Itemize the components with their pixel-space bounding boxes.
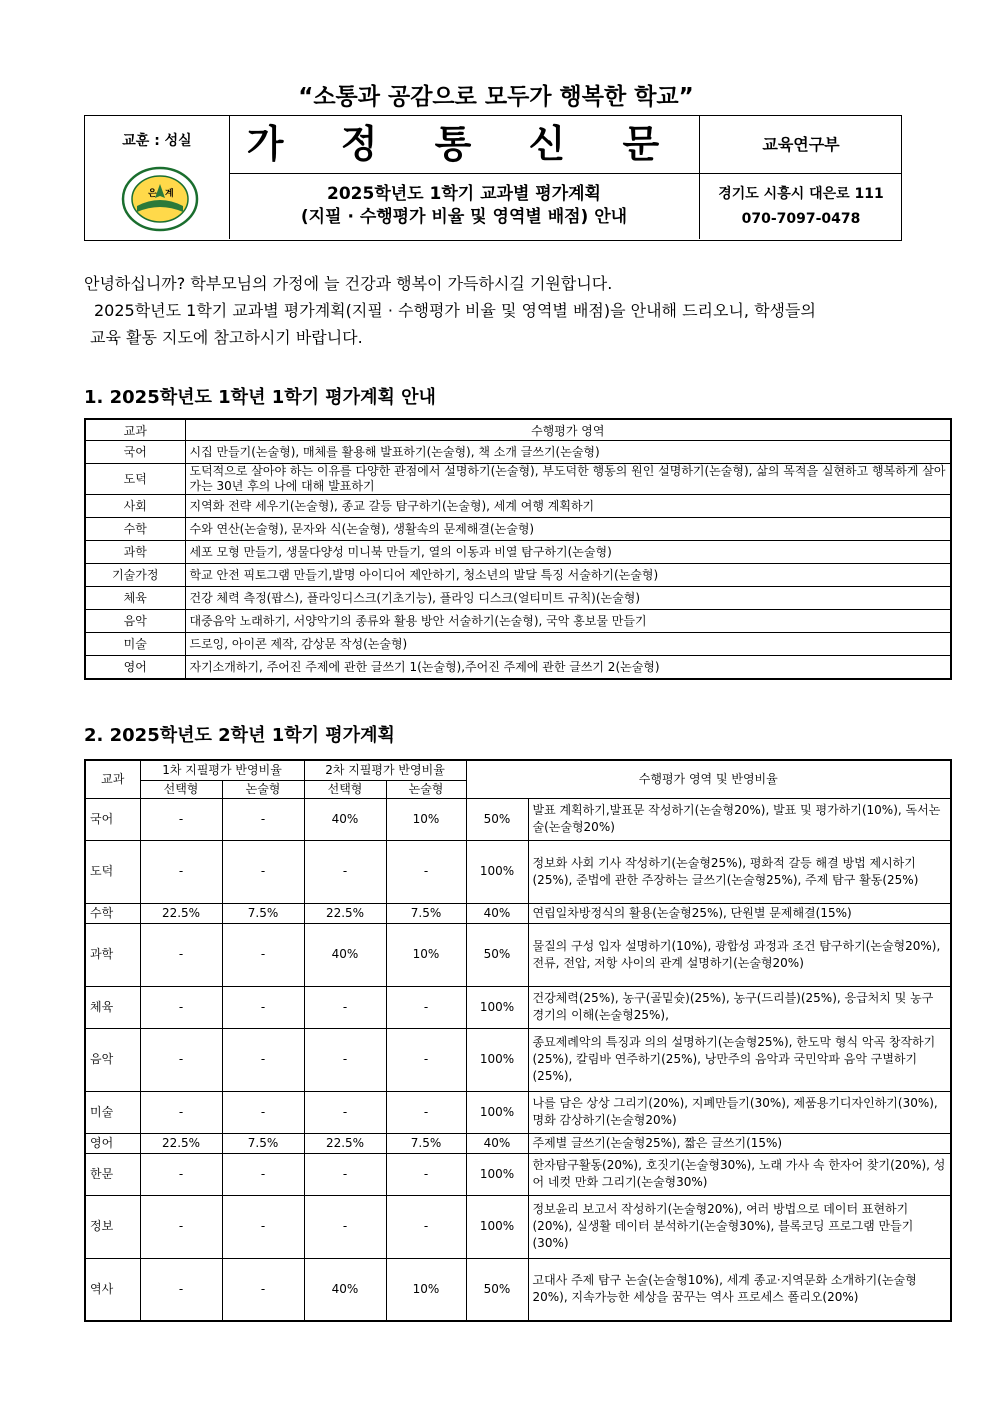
- performance-ratio-cell: 100%: [466, 1153, 528, 1195]
- exam1-choice-cell: -: [140, 798, 222, 840]
- table-row: [85, 986, 951, 1028]
- motto-cell: [85, 116, 230, 239]
- subject-cell: 역사: [85, 1258, 140, 1321]
- performance-ratio-cell: 40%: [466, 903, 528, 923]
- exam1-essay-cell: -: [222, 923, 304, 986]
- table-row: [85, 798, 951, 840]
- subject-cell: 미술: [85, 633, 185, 656]
- table-row: [85, 1258, 951, 1321]
- assessment-cell: 시집 만들기(논술형), 매체를 활용해 발표하기(논술형), 책 소개 글쓰기(논술형): [185, 441, 951, 464]
- subject-cell: 기술가정: [85, 564, 185, 587]
- subject-cell: 도덕: [85, 464, 185, 495]
- table-header: 1차 지필평가 반영비율: [140, 760, 304, 780]
- department-cell: [699, 116, 902, 239]
- exam2-choice-cell: 22.5%: [304, 1133, 386, 1153]
- subject-cell: 음악: [85, 1028, 140, 1091]
- newsletter-header: [84, 115, 902, 241]
- subject-cell: 체육: [85, 986, 140, 1028]
- table-row: [85, 541, 951, 564]
- performance-detail-cell: 발표 계획하기,발표문 작성하기(논술형20%), 발표 및 평가하기(10%), 독서논술(논술형20%): [528, 798, 951, 840]
- table-header: 논술형: [386, 780, 466, 798]
- subject-cell: 체육: [85, 587, 185, 610]
- table-row: [85, 1195, 951, 1258]
- subject-cell: 정보: [85, 1195, 140, 1258]
- performance-detail-cell: 정보윤리 보고서 작성하기(논술형20%), 여러 방법으로 데이터 표현하기(20%), 실생활 데이터 분석하기(논술형30%), 블록코딩 프로그램 만들기(30%): [528, 1195, 951, 1258]
- subject-cell: 영어: [85, 656, 185, 680]
- performance-detail-cell: 연립일차방정식의 활용(논술형25%), 단원별 문제해결(15%): [528, 903, 951, 923]
- exam1-choice-cell: -: [140, 1258, 222, 1321]
- table-row: [85, 495, 951, 518]
- intro-line-1: 안녕하십니까? 학부모님의 가정에 늘 건강과 행복이 가득하시길 기원합니다.: [84, 274, 613, 293]
- grade2-plan-body: [85, 798, 951, 1321]
- school-address: 경기도 시흥시 대은로 111: [718, 186, 884, 202]
- table-header: 교과: [85, 760, 140, 798]
- table-row: [85, 923, 951, 986]
- exam2-choice-cell: -: [304, 840, 386, 903]
- exam2-choice-cell: 22.5%: [304, 903, 386, 923]
- exam1-choice-cell: -: [140, 1028, 222, 1091]
- subject-cell: 수학: [85, 518, 185, 541]
- table-header: 논술형: [222, 780, 304, 798]
- table-row: [85, 1028, 951, 1091]
- performance-detail-cell: 주제별 글쓰기(논술형25%), 짧은 글쓰기(15%): [528, 1133, 951, 1153]
- performance-ratio-cell: 50%: [466, 923, 528, 986]
- performance-detail-cell: 종묘제례악의 특징과 의의 설명하기(논술형25%), 한도막 형식 악곡 창작하기(25%), 칼림바 연주하기(25%), 낭만주의 음악과 국민악파 음악 구별하기(25%),: [528, 1028, 951, 1091]
- performance-detail-cell: 정보화 사회 기사 작성하기(논술형25%), 평화적 갈등 해결 방법 제시하기(25%), 준법에 관한 주장하는 글쓰기(논술형25%), 주제 탐구 활동(25%): [528, 840, 951, 903]
- exam1-essay-cell: -: [222, 840, 304, 903]
- table-header: 선택형: [140, 780, 222, 798]
- exam2-essay-cell: 10%: [386, 798, 466, 840]
- assessment-cell: 수와 연산(논술형), 문자와 식(논술형), 생활속의 문제해결(논술형): [185, 518, 951, 541]
- performance-ratio-cell: 100%: [466, 1091, 528, 1133]
- assessment-cell: 대중음악 노래하기, 서양악기의 종류와 활용 방안 서술하기(논술형), 국악 홍보물 만들기: [185, 610, 951, 633]
- exam1-choice-cell: 22.5%: [140, 1133, 222, 1153]
- assessment-cell: 학교 안전 픽토그램 만들기,발명 아이디어 제안하기, 청소년의 발달 특징 서술하기(논술형): [185, 564, 951, 587]
- exam1-choice-cell: -: [140, 923, 222, 986]
- exam2-choice-cell: -: [304, 1195, 386, 1258]
- school-seal-icon: [121, 166, 199, 232]
- subject-cell: 국어: [85, 798, 140, 840]
- exam2-choice-cell: -: [304, 1153, 386, 1195]
- table-row: [85, 518, 951, 541]
- exam2-essay-cell: -: [386, 1153, 466, 1195]
- table-header: 수행평가 영역 및 반영비율: [466, 760, 951, 798]
- intro-line-3: 교육 활동 지도에 참고하시기 바랍니다.: [90, 328, 363, 347]
- school-motto: 교훈 : 성실: [122, 133, 192, 149]
- newsletter-title: 가 정 통 신 문: [229, 116, 699, 174]
- exam2-essay-cell: 7.5%: [386, 903, 466, 923]
- subject-cell: 사회: [85, 495, 185, 518]
- table-header: 교과: [85, 419, 185, 441]
- exam1-essay-cell: -: [222, 1091, 304, 1133]
- exam2-choice-cell: -: [304, 1091, 386, 1133]
- assessment-cell: 지역화 전략 세우기(논술형), 종교 갈등 탐구하기(논술형), 세계 여행 계획하기: [185, 495, 951, 518]
- exam2-essay-cell: -: [386, 1028, 466, 1091]
- subtitle-line-1: 2025학년도 1학기 교과별 평가계획: [327, 184, 601, 204]
- assessment-cell: 세포 모형 만들기, 생물다양성 미니북 만들기, 열의 이동과 비열 탐구하기(논술형): [185, 541, 951, 564]
- table-row: [85, 610, 951, 633]
- performance-ratio-cell: 100%: [466, 1195, 528, 1258]
- exam2-essay-cell: 10%: [386, 1258, 466, 1321]
- newsletter-subtitle: [229, 174, 699, 240]
- table-header: 2차 지필평가 반영비율: [304, 760, 466, 780]
- table-header: 선택형: [304, 780, 386, 798]
- performance-detail-cell: 건강체력(25%), 농구(골밑슛)(25%), 농구(드리블)(25%), 응급처치 및 농구 경기의 이해(논술형25%),: [528, 986, 951, 1028]
- exam2-choice-cell: 40%: [304, 923, 386, 986]
- exam2-choice-cell: 40%: [304, 798, 386, 840]
- exam2-essay-cell: 7.5%: [386, 1133, 466, 1153]
- exam2-essay-cell: -: [386, 1091, 466, 1133]
- exam1-essay-cell: -: [222, 1195, 304, 1258]
- exam1-choice-cell: -: [140, 1153, 222, 1195]
- grade1-plan-body: [85, 441, 951, 680]
- school-phone: 070-7097-0478: [741, 211, 861, 227]
- table-row: [85, 1133, 951, 1153]
- subject-cell: 수학: [85, 903, 140, 923]
- exam1-essay-cell: -: [222, 986, 304, 1028]
- intro-text: [84, 270, 914, 351]
- table-row: [85, 840, 951, 903]
- svg-text:은: 은: [148, 189, 157, 199]
- subject-cell: 국어: [85, 441, 185, 464]
- assessment-cell: 도덕적으로 살아야 하는 이유를 다양한 관점에서 설명하기(논술형), 부도덕한 행동의 원인 설명하기(논술형), 삶의 목적을 실현하고 행복하게 살아가는 30년 후의 나에 대해 발표하기: [185, 464, 951, 495]
- subject-cell: 도덕: [85, 840, 140, 903]
- exam2-choice-cell: -: [304, 1028, 386, 1091]
- exam1-essay-cell: -: [222, 1258, 304, 1321]
- exam1-choice-cell: -: [140, 840, 222, 903]
- exam1-essay-cell: -: [222, 798, 304, 840]
- subject-cell: 미술: [85, 1091, 140, 1133]
- exam2-essay-cell: -: [386, 986, 466, 1028]
- subject-cell: 한문: [85, 1153, 140, 1195]
- section-2-title: 2. 2025학년도 2학년 1학기 평가계획: [84, 725, 395, 746]
- performance-ratio-cell: 50%: [466, 798, 528, 840]
- subtitle-line-2: (지필 · 수행평가 비율 및 영역별 배점) 안내: [300, 207, 628, 227]
- table-row: [85, 564, 951, 587]
- subject-cell: 영어: [85, 1133, 140, 1153]
- exam1-essay-cell: -: [222, 1153, 304, 1195]
- contact-info: [700, 182, 902, 232]
- grade2-plan-table: [84, 759, 952, 1322]
- assessment-cell: 드로잉, 아이콘 제작, 감상문 작성(논술형): [185, 633, 951, 656]
- table-row: [85, 441, 951, 464]
- performance-detail-cell: 나를 담은 상상 그리기(20%), 지폐만들기(30%), 제품용기디자인하기(30%), 명화 감상하기(논술형20%): [528, 1091, 951, 1133]
- assessment-cell: 자기소개하기, 주어진 주제에 관한 글쓰기 1(논술형),주어진 주제에 관한 글쓰기 2(논술형): [185, 656, 951, 680]
- intro-line-2: 2025학년도 1학기 교과별 평가계획(지필 · 수행평가 비율 및 영역별 배점)을 안내해 드리오니, 학생들의: [94, 301, 816, 320]
- exam2-essay-cell: -: [386, 1195, 466, 1258]
- school-slogan: “소통과 공감으로 모두가 행복한 학교”: [298, 84, 694, 110]
- department-name: 교육연구부: [700, 116, 902, 174]
- grade1-plan-table: [84, 418, 952, 680]
- performance-detail-cell: 한자탐구활동(20%), 호짓기(논술형30%), 노래 가사 속 한자어 찾기(20%), 성어 네컷 만화 그리기(논술형30%): [528, 1153, 951, 1195]
- exam2-essay-cell: 10%: [386, 923, 466, 986]
- table-row: [85, 903, 951, 923]
- exam1-essay-cell: 7.5%: [222, 903, 304, 923]
- section-1-title: 1. 2025학년도 1학년 1학기 평가계획 안내: [84, 387, 436, 408]
- table-row: [85, 1091, 951, 1133]
- performance-ratio-cell: 100%: [466, 986, 528, 1028]
- subject-cell: 과학: [85, 923, 140, 986]
- exam1-choice-cell: -: [140, 986, 222, 1028]
- table-row: [85, 1153, 951, 1195]
- exam2-choice-cell: -: [304, 986, 386, 1028]
- table-header: 수행평가 영역: [185, 419, 951, 441]
- exam2-essay-cell: -: [386, 840, 466, 903]
- performance-ratio-cell: 50%: [466, 1258, 528, 1321]
- exam1-essay-cell: 7.5%: [222, 1133, 304, 1153]
- table-row: [85, 633, 951, 656]
- performance-ratio-cell: 100%: [466, 1028, 528, 1091]
- assessment-cell: 건강 체력 측정(팝스), 플라잉디스크(기초기능), 플라잉 디스크(얼티미트 규칙)(논술형): [185, 587, 951, 610]
- exam1-choice-cell: -: [140, 1195, 222, 1258]
- exam1-essay-cell: -: [222, 1028, 304, 1091]
- exam1-choice-cell: -: [140, 1091, 222, 1133]
- table-row: [85, 656, 951, 680]
- table-row: [85, 587, 951, 610]
- exam1-choice-cell: 22.5%: [140, 903, 222, 923]
- exam2-choice-cell: 40%: [304, 1258, 386, 1321]
- performance-ratio-cell: 40%: [466, 1133, 528, 1153]
- svg-text:계: 계: [165, 189, 174, 199]
- subject-cell: 음악: [85, 610, 185, 633]
- performance-detail-cell: 고대사 주제 탐구 논술(논술형10%), 세계 종교·지역문화 소개하기(논술형20%), 지속가능한 세상을 꿈꾸는 역사 프로세스 폴리오(20%): [528, 1258, 951, 1321]
- performance-detail-cell: 물질의 구성 입자 설명하기(10%), 광합성 과정과 조건 탐구하기(논술형20%), 전류, 전압, 저항 사이의 관계 설명하기(논술형20%): [528, 923, 951, 986]
- performance-ratio-cell: 100%: [466, 840, 528, 903]
- subject-cell: 과학: [85, 541, 185, 564]
- table-row: [85, 464, 951, 495]
